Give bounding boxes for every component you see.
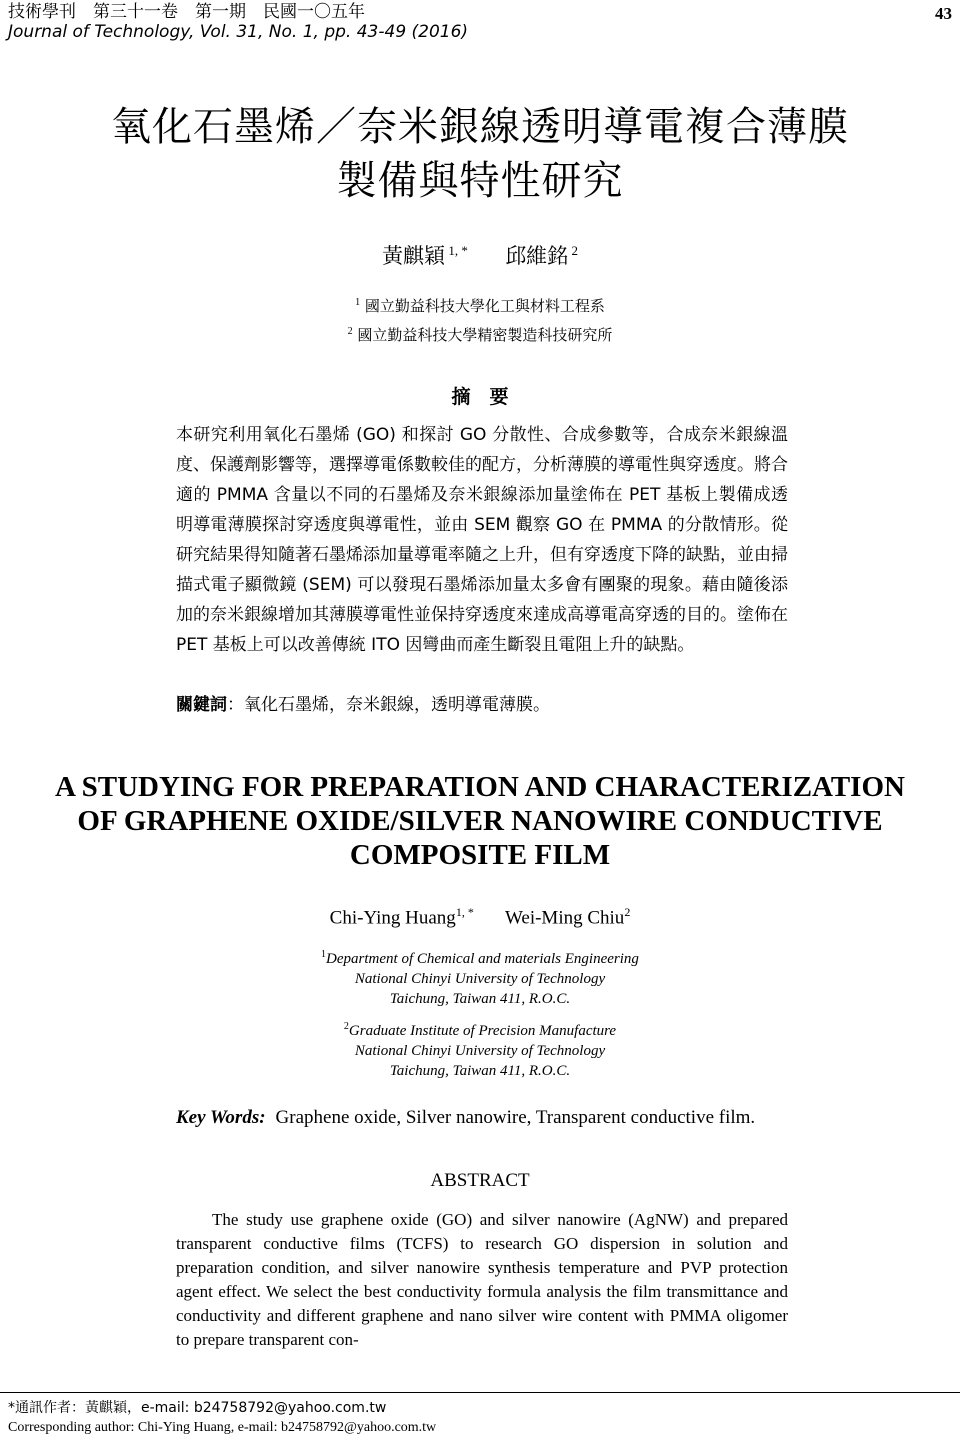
paper-title-en xyxy=(40,770,920,872)
author1-en: Chi-Ying Huang xyxy=(329,907,456,929)
keywords-zh-separator: ： xyxy=(227,695,244,715)
affiliation-en-1: $^1$Department of Chemical and materials Engineering National Chinyi University of Technology Taichung, Taiwan 411, R.O.C. xyxy=(321,949,639,1007)
page-number: 43 xyxy=(935,4,952,23)
keywords-en-label: Key Words: xyxy=(176,1107,266,1128)
corresponding-author-en: Corresponding author: Chi-Ying Huang, e-mail: b24758792@yahoo.com.tw xyxy=(8,1420,437,1435)
abstract-heading-zh: 摘 要 xyxy=(451,386,509,408)
authors-zh xyxy=(0,240,960,270)
corresponding-author-zh: *通訊作者：黃麒穎，e-mail: b24758792@yahoo.com.tw xyxy=(8,1400,387,1416)
journal-title-zh: 技術學刊 第三十一卷 第一期 民國一〇五年 xyxy=(8,2,365,22)
abstract-heading-en: ABSTRACT xyxy=(430,1170,530,1191)
authors-en xyxy=(0,905,960,929)
title-en-line1: A STUDYING FOR PREPARATION AND CHARACTERIZATION xyxy=(55,771,905,803)
title-en-line2: OF GRAPHENE OXIDE/SILVER NANOWIRE CONDUCTIVE xyxy=(77,805,883,837)
keywords-zh-label: 關鍵詞 xyxy=(176,695,227,715)
affiliation-zh-1: $^1$ 國立勤益科技大學化工與材料工程系 xyxy=(355,297,605,315)
footnote xyxy=(8,1398,948,1438)
title-en-line3: COMPOSITE FILM xyxy=(349,839,611,871)
author1-zh: 黃麒穎 xyxy=(382,244,446,268)
keywords-zh-text: 氧化石墨烯，奈米銀線，透明導電薄膜。 xyxy=(244,695,550,715)
abstract-body-en: The study use graphene oxide (GO) and silver nanowire (AgNW) and prepared transparent conductive films (TCFS) to research GO dispersion in solution and preparation condition, and silver nanowire synthesis temperature and PVP protection agent effect. We select the best conductivity formula analysis the film transmittance and conductivity and different graphene and nano silver wire content with PMMA oligomer to prepare transparent con- xyxy=(176,1210,788,1349)
running-header xyxy=(8,2,952,42)
author2-zh-sup: 2 xyxy=(568,243,578,258)
affiliation-en-2: $^2$Graduate Institute of Precision Manufacture National Chinyi University of Technology Taichung, Taiwan 411, R.O.C. xyxy=(343,1021,617,1079)
author2-en: Wei-Ming Chiu xyxy=(504,907,625,929)
author2-en-sup: 2 xyxy=(624,905,631,919)
affiliation-zh-2: $^2$ 國立勤益科技大學精密製造科技研究所 xyxy=(347,326,613,344)
title-zh-line1: 氧化石墨烯／奈米銀線透明導電複合薄膜 xyxy=(111,104,849,150)
journal-citation-en: Journal of Technology, Vol. 31, No. 1, pp. 43-49 (2016) xyxy=(8,22,469,42)
affiliations-en xyxy=(0,945,960,1089)
author1-zh-sup: 1, * xyxy=(445,243,468,258)
paper-title-zh xyxy=(0,100,960,208)
abstract-body-zh: 本研究利用氧化石墨烯 (GO) 和探討 GO 分散性、合成參數等，合成奈米銀線溫度、保護劑影響等，選擇導電係數較佳的配方，分析薄膜的導電性與穿透度。將合適的 PMMA 含量以不同的石墨烯及奈米銀線添加量塗佈在 PET 基板上製備成透明導電薄膜探討穿透度與導電性，並由 SEM 觀察 GO 在 PMMA 的分散情形。從研究結果得知隨著石墨烯添加量導電率隨之上升，但有穿透度下降的缺點，並由掃描式電子顯微鏡 (SEM) 可以發現石墨烯添加量太多會有團聚的現象。藉由隨後添加的奈米銀線增加其薄膜導電性並保持穿透度來達成高導電高穿透的目的。塗佈在 PET 基板上可以改善傳統 ITO 因彎曲而產生斷裂且電阻上升的缺點。 xyxy=(176,425,788,655)
title-zh-line2: 製備與特性研究 xyxy=(336,158,624,204)
keywords-en xyxy=(176,1107,876,1129)
footer-divider xyxy=(0,1392,960,1393)
keywords-en-text: Graphene oxide, Silver nanowire, Transparent conductive film. xyxy=(275,1107,756,1128)
author2-zh: 邱維銘 xyxy=(505,244,569,268)
keywords-zh xyxy=(176,690,788,715)
author1-en-sup: 1, * xyxy=(455,905,474,919)
affiliations-zh xyxy=(0,290,960,348)
